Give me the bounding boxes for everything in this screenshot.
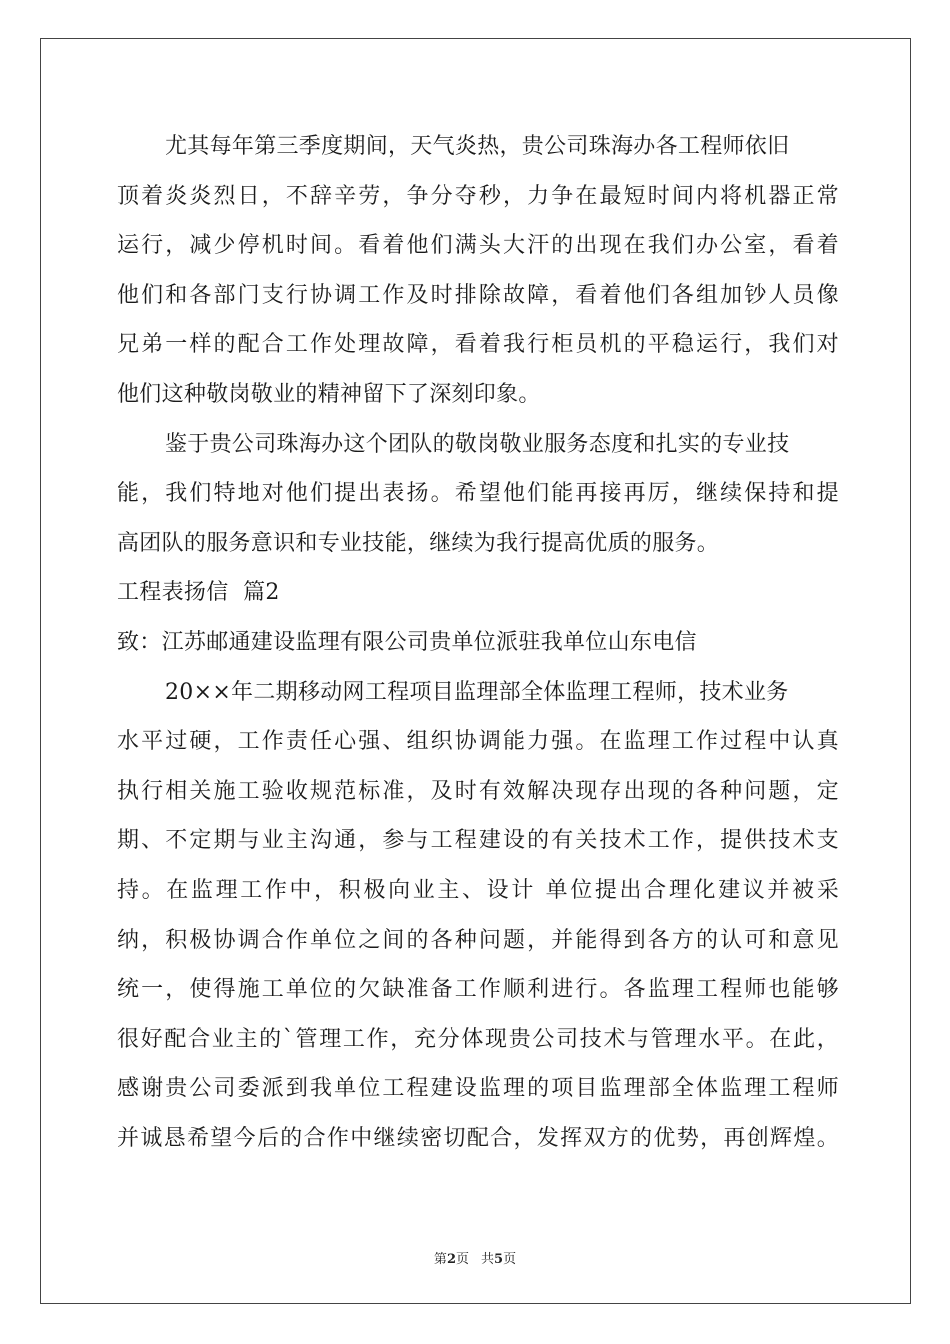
paragraph-line: 顶着炎炎烈日，不辞辛劳，争分夺秒，力争在最短时间内将机器正常 <box>117 183 839 209</box>
paragraph-line: 高团队的服务意识和专业技能，继续为我行提高优质的服务。 <box>117 530 720 556</box>
paragraph-line: 很好配合业主的`管理工作，充分体现贵公司技术与管理水平。在此， <box>117 1026 839 1052</box>
paragraph-line: 运行，减少停机时间。看着他们满头大汗的出现在我们办公室，看着 <box>117 233 839 259</box>
paragraph-line: 统一，使得施工单位的欠缺准备工作顺利进行。各监理工程师也能够 <box>117 977 839 1003</box>
section-heading: 工程表扬信 篇2 <box>117 580 280 606</box>
paragraph-line: 纳，积极协调合作单位之间的各种问题，并能得到各方的认可和意见 <box>117 927 839 953</box>
footer-prefix: 第 <box>433 1252 447 1267</box>
paragraph-line: 兄弟一样的配合工作处理故障，看着我行柜员机的平稳运行，我们对 <box>117 332 839 358</box>
salutation-line: 致：江苏邮通建设监理有限公司贵单位派驻我单位山东电信 <box>117 629 697 655</box>
paragraph-line: 尤其每年第三季度期间，天气炎热，贵公司珠海办各工程师依旧 <box>165 134 790 159</box>
paragraph-line: 他们这种敬岗敬业的精神留下了深刻印象。 <box>117 381 541 407</box>
footer-total-pages: 5 <box>494 1252 504 1267</box>
paragraph-line: 执行相关施工验收规范标准，及时有效解决现存出现的各种问题，定 <box>117 778 839 804</box>
paragraph-line: 鉴于贵公司珠海办这个团队的敬岗敬业服务态度和扎实的专业技 <box>165 431 790 457</box>
paragraph-line: 他们和各部门支行协调工作及时排除故障，看着他们各组加钞人员像 <box>117 282 839 308</box>
footer-total-prefix: 共 <box>481 1252 495 1267</box>
paragraph-line: 持。在监理工作中，积极向业主、设计 单位提出合理化建议并被采 <box>117 877 839 903</box>
page-footer <box>0 1248 950 1267</box>
footer-page-unit: 页 <box>455 1252 469 1267</box>
paragraph-line: 水平过硬，工作责任心强、组织协调能力强。在监理工作过程中认真 <box>117 729 839 755</box>
footer-page-number: 2 <box>446 1252 456 1267</box>
paragraph-line: 感谢贵公司委派到我单位工程建设监理的项目监理部全体监理工程师 <box>117 1076 839 1102</box>
document-body <box>117 122 839 1163</box>
paragraph-line: 20××年二期移动网工程项目监理部全体监理工程师，技术业务 <box>165 679 789 705</box>
paragraph-line: 期、不定期与业主沟通，参与工程建设的有关技术工作，提供技术支 <box>117 828 839 854</box>
paragraph-line: 能，我们特地对他们提出表扬。希望他们能再接再厉，继续保持和提 <box>117 481 839 507</box>
paragraph-line: 并诚恳希望今后的合作中继续密切配合，发挥双方的优势，再创辉煌。 <box>117 1125 839 1151</box>
footer-total-unit: 页 <box>503 1252 517 1267</box>
